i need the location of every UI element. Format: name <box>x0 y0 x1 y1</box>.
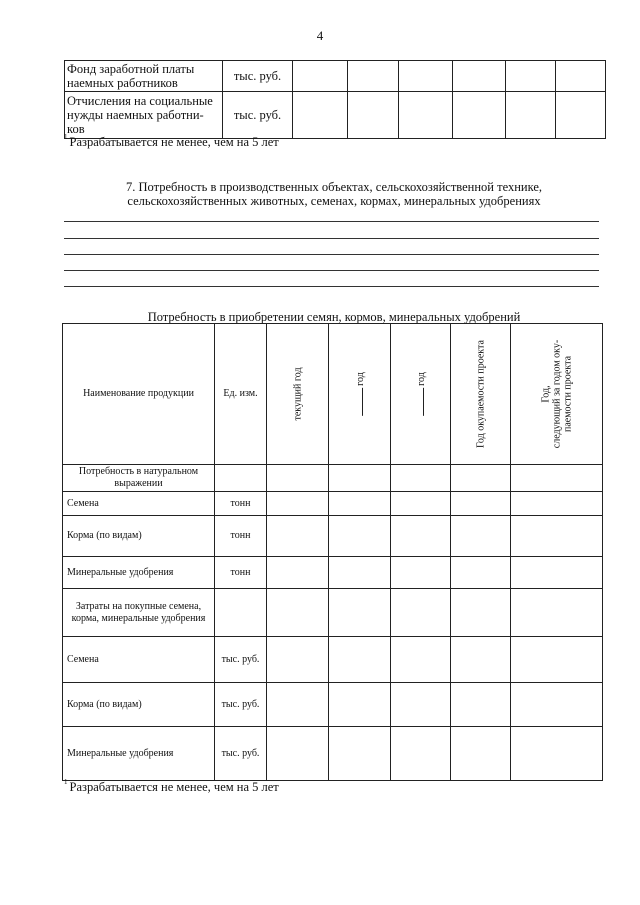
footnote-mark: 1 <box>64 778 68 786</box>
value-cell[interactable] <box>391 637 451 683</box>
value-cell[interactable] <box>348 61 399 92</box>
value-cell[interactable] <box>451 589 511 637</box>
header-next-year-line-3: паемости проекта <box>562 355 573 433</box>
row-name: Минеральные удобрения <box>63 557 215 589</box>
header-current-year-label: текущий год <box>292 367 303 421</box>
value-cell[interactable] <box>451 637 511 683</box>
value-cell[interactable] <box>453 61 506 92</box>
value-cell[interactable] <box>329 589 391 637</box>
header-year-label: год <box>354 372 366 386</box>
value-cell[interactable] <box>267 557 329 589</box>
value-cell[interactable] <box>267 683 329 727</box>
row-unit: тонн <box>215 492 267 516</box>
footnote-bottom <box>64 780 279 795</box>
row-unit: тонн <box>215 557 267 589</box>
value-cell[interactable] <box>329 637 391 683</box>
value-cell[interactable] <box>506 61 556 92</box>
value-cell[interactable] <box>391 516 451 557</box>
year-blank[interactable] <box>415 388 424 416</box>
value-cell[interactable] <box>391 465 451 492</box>
table-row <box>63 557 603 589</box>
table-row <box>63 683 603 727</box>
value-cell[interactable] <box>267 637 329 683</box>
header-row <box>63 324 603 465</box>
value-cell[interactable] <box>267 589 329 637</box>
section-natural: Потребность в натуральном выражении <box>63 465 215 492</box>
row-unit: тонн <box>215 516 267 557</box>
row-unit: тыс. руб. <box>223 92 293 139</box>
fill-line[interactable] <box>64 286 599 287</box>
value-cell[interactable] <box>267 516 329 557</box>
table-row <box>63 492 603 516</box>
footnote-top <box>64 135 279 150</box>
row-unit: тыс. руб. <box>215 683 267 727</box>
value-cell[interactable] <box>511 557 603 589</box>
row-unit: тыс. руб. <box>215 727 267 781</box>
value-cell[interactable] <box>511 465 603 492</box>
value-cell[interactable] <box>391 683 451 727</box>
value-cell[interactable] <box>293 92 348 139</box>
year-blank[interactable] <box>354 388 363 416</box>
header-year-label: год <box>415 372 427 386</box>
header-year-1 <box>329 324 391 465</box>
page-number: 4 <box>316 28 324 43</box>
row-unit: тыс. руб. <box>223 61 293 92</box>
value-cell[interactable] <box>453 92 506 139</box>
value-cell[interactable] <box>329 492 391 516</box>
table-row <box>63 727 603 781</box>
value-cell[interactable] <box>451 557 511 589</box>
needs-table <box>62 323 603 781</box>
row-name: Корма (по видам) <box>63 683 215 727</box>
value-cell[interactable] <box>215 589 267 637</box>
table-row <box>65 61 606 92</box>
table-row <box>63 637 603 683</box>
value-cell[interactable] <box>511 637 603 683</box>
section-row <box>63 465 603 492</box>
value-cell[interactable] <box>267 492 329 516</box>
value-cell[interactable] <box>329 465 391 492</box>
value-cell[interactable] <box>348 92 399 139</box>
footnote-text: Разрабатывается не менее, чем на 5 лет <box>69 135 279 149</box>
value-cell[interactable] <box>511 683 603 727</box>
value-cell[interactable] <box>511 516 603 557</box>
value-cell[interactable] <box>451 492 511 516</box>
value-cell[interactable] <box>451 727 511 781</box>
value-cell[interactable] <box>506 92 556 139</box>
value-cell[interactable] <box>511 589 603 637</box>
header-year-2 <box>391 324 451 465</box>
value-cell[interactable] <box>451 516 511 557</box>
section-costs: Затраты на покупные семена, корма, минеральные удобрения <box>63 589 215 637</box>
row-unit: тыс. руб. <box>215 637 267 683</box>
value-cell[interactable] <box>329 727 391 781</box>
row-name: Фонд заработной платы наемных работников <box>65 61 223 92</box>
section-7-line-1: 7. Потребность в производственных объектах, сельскохозяйственной технике, <box>125 180 543 194</box>
row-name: Отчисления на социальные нужды наемных работни-ков <box>65 92 223 139</box>
header-payback-year <box>451 324 511 465</box>
footnote-mark: 1 <box>64 133 68 141</box>
value-cell[interactable] <box>293 61 348 92</box>
footnote-text: Разрабатывается не менее, чем на 5 лет <box>69 780 279 794</box>
row-name: Семена <box>63 637 215 683</box>
header-product: Наименование продукции <box>63 324 215 465</box>
fill-line[interactable] <box>64 254 599 255</box>
value-cell[interactable] <box>511 727 603 781</box>
fill-line[interactable] <box>64 221 599 222</box>
table-row <box>65 92 606 139</box>
value-cell[interactable] <box>451 465 511 492</box>
section-7-line-2: сельскохозяйственных животных, семенах, кормах, минеральных удобрениях <box>127 194 541 208</box>
value-cell[interactable] <box>451 683 511 727</box>
section-row <box>63 589 603 637</box>
value-cell[interactable] <box>511 492 603 516</box>
value-cell[interactable] <box>556 92 606 139</box>
value-cell[interactable] <box>329 557 391 589</box>
value-cell[interactable] <box>329 516 391 557</box>
value-cell[interactable] <box>215 465 267 492</box>
header-unit: Ед. изм. <box>215 324 267 465</box>
value-cell[interactable] <box>391 727 451 781</box>
header-payback-label: Год окупаемости проекта <box>475 340 486 448</box>
wage-fund-table <box>64 60 606 139</box>
row-name: Корма (по видам) <box>63 516 215 557</box>
value-cell[interactable] <box>399 61 453 92</box>
value-cell[interactable] <box>399 92 453 139</box>
header-next-year <box>511 324 603 465</box>
table-row <box>63 516 603 557</box>
value-cell[interactable] <box>267 465 329 492</box>
header-next-year-line-2: следующий за годом оку- <box>551 339 562 449</box>
value-cell[interactable] <box>329 683 391 727</box>
row-name: Минеральные удобрения <box>63 727 215 781</box>
value-cell[interactable] <box>391 492 451 516</box>
fill-line[interactable] <box>64 238 599 239</box>
fill-line[interactable] <box>64 270 599 271</box>
row-name: Семена <box>63 492 215 516</box>
header-next-year-line-1: Год, <box>540 385 551 403</box>
section-7-heading <box>64 180 604 208</box>
header-current-year <box>267 324 329 465</box>
value-cell[interactable] <box>267 727 329 781</box>
value-cell[interactable] <box>391 589 451 637</box>
value-cell[interactable] <box>391 557 451 589</box>
value-cell[interactable] <box>556 61 606 92</box>
table-caption: Потребность в приобретении семян, кормов, минеральных удобрений <box>147 310 521 324</box>
